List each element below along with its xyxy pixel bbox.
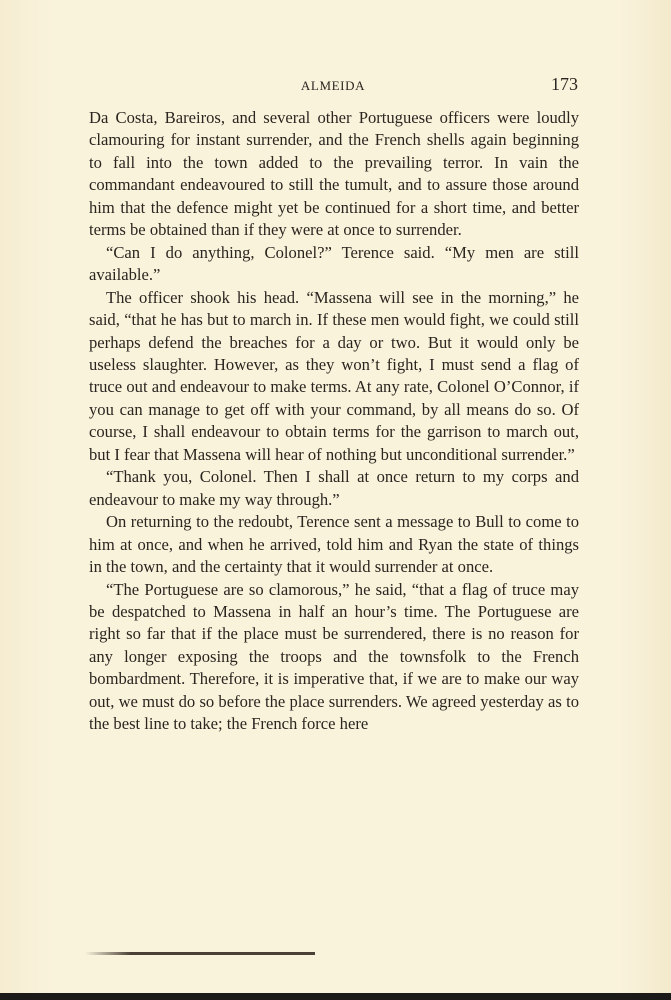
- page-number: 173: [551, 74, 578, 94]
- paragraph: Da Costa, Bareiros, and several other Portuguese officers were loudly clamouring for instant surrender, and the French shells again beginning to fall into the town added to the prevailing terror. In vain the commandant endeavoured to still the tumult, and to assure those around him that the defence might yet be continued for a short time, and better terms be obtained than if they were at once to surrender.: [89, 108, 579, 240]
- paragraph: On returning to the redoubt, Terence sent a message to Bull to come to him at once, and when he arrived, told him and Ryan the state of things in the town, and the certainty that it would surrender at once.: [89, 512, 579, 577]
- paragraph: “Thank you, Colonel. Then I shall at once return to my corps and endeavour to make my way through.”: [89, 467, 579, 509]
- running-title: ALMEIDA: [300, 78, 366, 93]
- bottom-edge: [0, 993, 671, 1000]
- body-text: [89, 107, 579, 736]
- running-header: [88, 74, 578, 98]
- paragraph: “Can I do anything, Colonel?” Terence said. “My men are still available.”: [89, 242, 579, 285]
- paragraph: “The Portuguese are so clamorous,” he said, “that a flag of truce may be despatched to Massena in half an hour’s time. The Portuguese are right so far that if the place must be surrendered, there is no reason for any longer exposing the troops and the townsfolk to the French bombardment. Therefore, it is imperative that, if we are to make our way out, we must do so before the place surrenders. We agreed yesterday as to the best line to take; the French force here: [89, 579, 579, 734]
- bottom-rule: [85, 952, 315, 955]
- paragraph: The officer shook his head. “Massena will see in the morning,” he said, “that he has but to march in. If these men would fight, we could still perhaps defend the breaches for a day or two. But it would only be useless slaughter. However, as they won’t fight, I must send a flag of truce out and endeavour to make terms. At any rate, Colonel O’Connor, if you can manage to get off with your command, by all means do so. Of course, I shall endeavour to obtain terms for the garrison to march out, but I fear that Massena will hear of nothing but unconditional surrender.”: [89, 287, 579, 464]
